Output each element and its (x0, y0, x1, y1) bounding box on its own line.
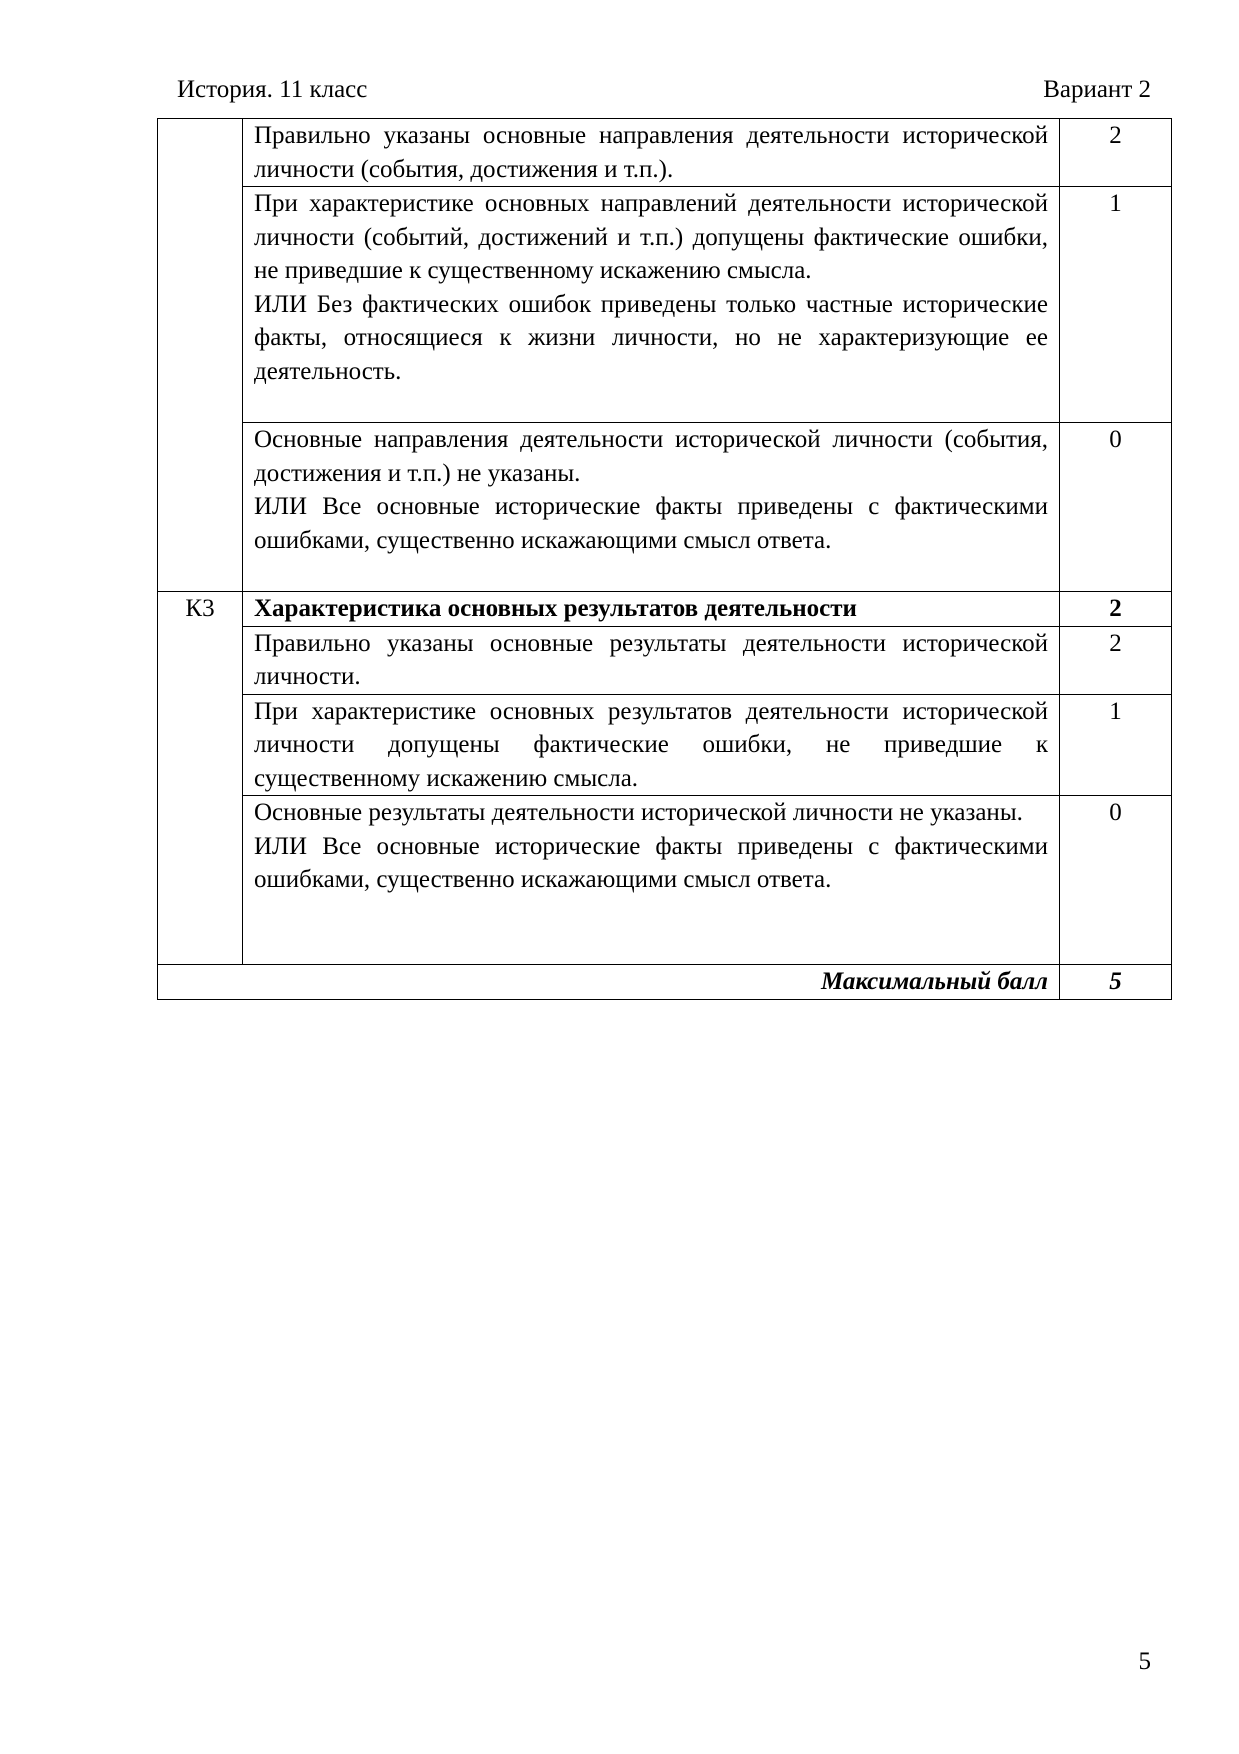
table-row (158, 187, 1172, 423)
criterion-description (243, 694, 1060, 796)
criterion-max-score: 2 (1060, 592, 1172, 627)
criterion-description (243, 423, 1060, 592)
criteria-table (157, 118, 1172, 1000)
score-cell: 2 (1060, 626, 1172, 694)
description-paragraph: При характеристике основных направлений деятельности исторической личности (событий, достижений и т.п.) допущены фактические ошибки, не приведшие к существенному искажению смысла. (254, 190, 1048, 284)
max-score-row (158, 965, 1172, 1000)
page-number: 5 (1138, 1648, 1151, 1675)
criterion-description (243, 796, 1060, 965)
subject-header: История. 11 класс (177, 76, 368, 103)
table-row (158, 796, 1172, 965)
criterion-title: Характеристика основных результатов деятельности (243, 592, 1060, 627)
max-score-label: Максимальный балл (158, 965, 1060, 1000)
criterion-description (243, 119, 1060, 187)
description-paragraph: ИЛИ Все основные исторические факты приведены с фактическими ошибками, существенно искажающими смысл ответа. (254, 832, 1048, 893)
description-paragraph: Основные направления деятельности исторической личности (события, достижения и т.п.) не указаны. (254, 426, 1048, 487)
table-row (158, 119, 1172, 187)
score-cell: 0 (1060, 423, 1172, 592)
criterion-code-cell: К3 (158, 592, 243, 965)
description-paragraph: Правильно указаны основные направления деятельности исторической личности (события, достижения и т.п.). (254, 122, 1048, 183)
criterion-k3-header-row (158, 592, 1172, 627)
description-paragraph: При характеристике основных результатов деятельности исторической личности допущены фактические ошибки, не приведшие к существенному искажению смысла. (254, 697, 1048, 792)
description-paragraph: ИЛИ Без фактических ошибок приведены только частные исторические факты, относящиеся к жизни личности, но не характеризующие ее деятельность. (254, 290, 1048, 385)
table-row (158, 626, 1172, 694)
criterion-code-cell (158, 119, 243, 592)
score-cell: 1 (1060, 694, 1172, 796)
description-paragraph: ИЛИ Все основные исторические факты приведены с фактическими ошибками, существенно искажающими смысл ответа. (254, 493, 1048, 554)
variant-header: Вариант 2 (1043, 76, 1151, 103)
table-row (158, 423, 1172, 592)
criterion-description (243, 187, 1060, 423)
max-score-value: 5 (1060, 965, 1172, 1000)
criterion-description (243, 626, 1060, 694)
score-cell: 1 (1060, 187, 1172, 423)
score-cell: 0 (1060, 796, 1172, 965)
score-cell: 2 (1060, 119, 1172, 187)
description-paragraph: Правильно указаны основные результаты деятельности исторической личности. (254, 629, 1048, 690)
description-paragraph: Основные результаты деятельности исторической личности не указаны. (254, 799, 1023, 826)
table-row (158, 694, 1172, 796)
